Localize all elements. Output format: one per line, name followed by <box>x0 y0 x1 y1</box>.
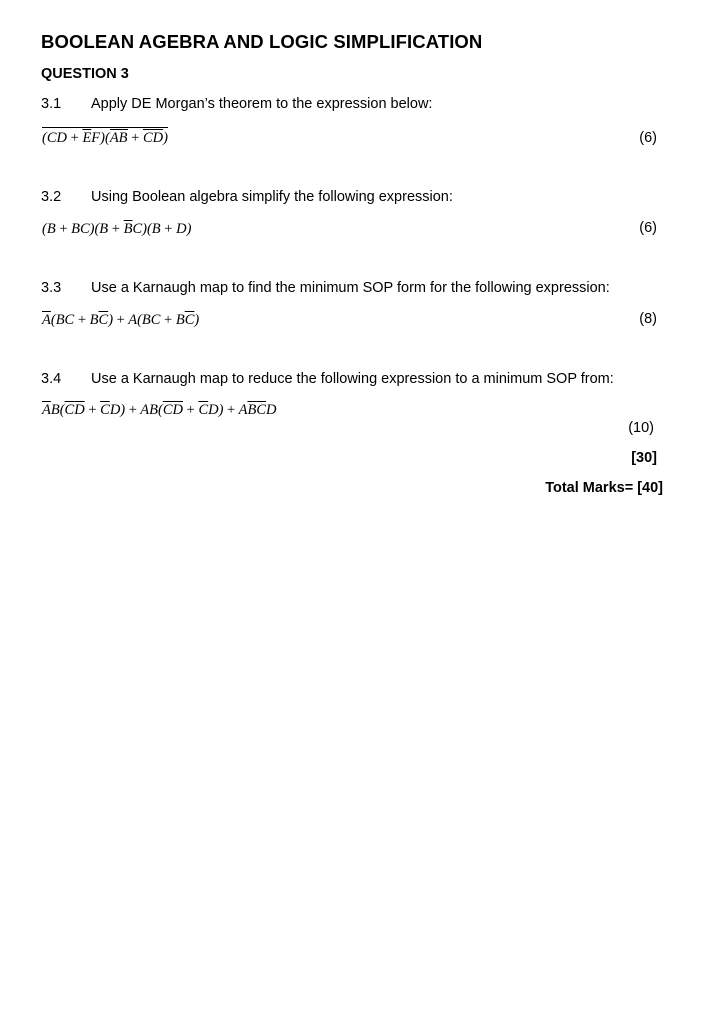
marks-3-2: (6) <box>639 220 657 236</box>
question-text: Use a Karnaugh map to find the minimum SOP form for the following expression: <box>91 280 610 296</box>
marks-3-3: (8) <box>639 311 657 327</box>
expression-3-4: $\overline{A}B(\overline{C}\overline{D} + \overline{C}D) + AB(\overline{C}\overline{D} + \overline{C}D) + A\overline{B}\overline{C}D$ <box>42 402 277 418</box>
section-total: [30] <box>631 450 657 466</box>
question-number: 3.3 <box>41 280 62 296</box>
question-3-2 <box>41 189 453 205</box>
expression-3-1: $(CD + \overline{E}F)(A\overline{B} + \overline{C}\overline{D})$ <box>42 127 168 148</box>
total-marks: Total Marks= [40] <box>545 480 663 496</box>
question-3-1 <box>41 96 432 112</box>
marks-3-1: (6) <box>639 130 657 146</box>
question-3-3 <box>41 280 610 296</box>
marks-3-4: (10) <box>628 420 654 436</box>
question-number: 3.1 <box>41 96 62 112</box>
question-text: Use a Karnaugh map to reduce the following expression to a minimum SOP from: <box>91 371 614 387</box>
question-number: 3.2 <box>41 189 62 205</box>
question-text: Using Boolean algebra simplify the following expression: <box>91 189 453 205</box>
question-number: 3.4 <box>41 371 62 387</box>
expression-3-3: $\overline{A}(BC + B\overline{C}) + A(BC + B\overline{C})$ <box>42 312 200 328</box>
question-text: Apply DE Morgan’s theorem to the expression below: <box>91 96 433 112</box>
page-title: BOOLEAN AGEBRA AND LOGIC SIMPLIFICATION <box>41 31 483 52</box>
expression-3-2: $(B + BC)(B + \overline{B}C)(B + D)$ <box>42 221 192 237</box>
question-3-4 <box>41 371 614 387</box>
question-heading: QUESTION 3 <box>41 66 129 82</box>
